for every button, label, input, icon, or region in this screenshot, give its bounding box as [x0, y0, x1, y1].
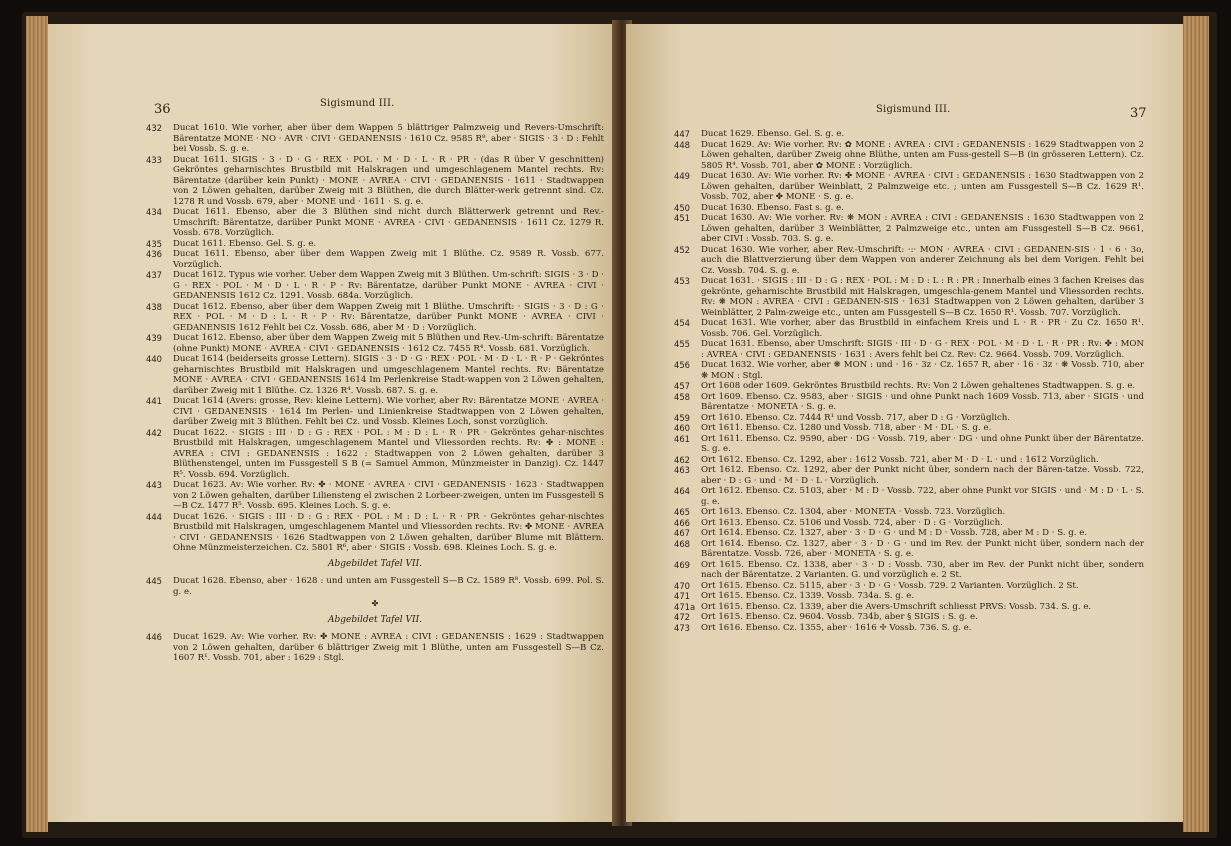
entry-number: 445	[146, 576, 162, 586]
entry-number: 458	[674, 391, 690, 402]
entry-text: Ort 1612. Ebenso. Cz. 1292, aber : 1612 Vossb. 721, aber M · D · L · und : 1612 Vorzüglich.	[701, 454, 1099, 465]
entry-number: 447	[674, 129, 690, 139]
catalog-entry	[674, 539, 1144, 560]
catalog-entry	[146, 155, 604, 208]
page-number: 37	[1130, 106, 1147, 121]
catalog-entry	[674, 591, 1144, 602]
entry-number: 444	[146, 511, 162, 522]
left-entries	[146, 123, 604, 664]
entry-number: 471	[674, 591, 690, 601]
entry-number: 468	[674, 538, 690, 549]
catalog-entry	[674, 465, 1144, 486]
entry-number: 448	[674, 139, 690, 150]
entry-number: 459	[674, 412, 690, 423]
catalog-entry	[674, 381, 1144, 392]
entry-number: 467	[674, 528, 690, 538]
entry-text: Ort 1615. Ebenso. Cz. 1338, aber · 3 · D : Vossb. 730, aber im Rev. der Punkt nicht über, sondern nach der Bärentatze. 2 Varianten. G. und vorzüglich e. 2 St.	[701, 559, 1144, 580]
catalog-entry	[674, 276, 1144, 318]
entry-number: 451	[674, 213, 690, 223]
entry-text: Ducat 1614 (Avers: grosse, Rev: kleine Lettern). Wie vorher, aber Rv: Bärentatze MONE · AVREA · CIVI · GEDANENSIS · 1614 Im Perlen- und Linienkreise Stadtwappen von 2 Löwen gehalten, darüber Zweig mit 3 Blüthen. Fehlt bei Cz. und Vossb. Kleines Loch, sonst vorzüglich.	[173, 396, 604, 427]
entry-text: Ort 1609. Ebenso. Cz. 9583, aber · SIGIS · und ohne Punkt nach 1609 Vossb. 713, aber · SIGIS · und Bärentatze · MONETA · S. g. e.	[701, 391, 1144, 412]
catalog-entry	[674, 602, 1144, 613]
entry-text: Ducat 1631. Ebenso, aber Umschrift: SIGIS · III · D · G · REX · POL · M · D · L · R · PR : Rv: ✤ : MON : AVREA · CIVI : GEDANENSIS · 1631 : Avers fehlt bei Cz. Rev: Cz. 9664. Vossb. 709. Vorzüglich.	[701, 339, 1144, 360]
entry-text: Ducat 1631. Wie vorher, aber das Brustbild in einfachem Kreis und L · R · PR · Zu Cz. 1650 R¹. Vossb. 706. Gel. Vorzüglich.	[701, 318, 1144, 339]
catalog-entry	[674, 612, 1144, 623]
entry-text: Ducat 1614 (beiderseits grosse Lettern). SIGIS · 3 · D · G · REX · POL · M · D · L · R · P · Gekröntes geharnischtes Brustbild mit Halskragen und umgeschlagenem Mantel rechts. Rv: Bärentatze MONE · AVREA · CIVI · GEDANENSIS 1614 Im Perlenkreise Stadt-wappen von 2 Löwen gehalten, darüber Zweig mit 1 Blüthe. Cz. 1326 R⁴. Vossb. 687. S. g. e.	[173, 354, 604, 396]
entry-text: Ort 1614. Ebenso. Cz. 1327, aber · 3 · D · G · und M : D · Vossb. 728, aber M : D · S. g. e.	[701, 528, 1088, 538]
catalog-entry	[146, 333, 604, 354]
entry-text: Ort 1615. Ebenso. Cz. 1339. Vossb. 734a. S. g. e.	[701, 591, 915, 601]
catalog-entry	[674, 413, 1144, 424]
entry-number: 438	[146, 301, 162, 312]
entry-text: Ducat 1630. Av: Wie vorher. Rv: ✤ MONE · AVREA · CIVI : GEDANENSIS : 1630 Stadtwappen von 2 Löwen gehalten, darüber Weinblatt, 2 Palmzweige etc. ; unten am Fussgestell S—B Cz. 1629 R¹. Vossb. 702, aber ✤ MONE · S. g. e.	[701, 171, 1144, 202]
catalog-entry	[146, 123, 604, 155]
entry-number: 435	[146, 238, 162, 249]
entry-text: Ducat 1612. Ebenso, aber über dem Wappen Zweig mit 5 Blüthen und Rev.-Um-schrift: Bärentatze (ohne Punkt) MONE · AVREA · CIVI · GEDANENSIS · 1612 Cz. 7455 R⁴. Vossb. 681. Vorzüglich.	[173, 333, 604, 354]
entry-number: 454	[674, 318, 690, 328]
entry-text: Ducat 1629. Av: Wie vorher. Rv: ✿ MONE : AVREA : CIVI : GEDANENSIS : 1629 Stadtwappen von 2 Löwen gehalten, darüber Zweig ohne Blüthe, unten am Fuss-gestell S—B (in grösseren Lettern). Cz. 5805 R⁴. Vossb. 701, aber ✿ MONE : Vorzüglich.	[701, 139, 1144, 171]
entry-text: Ort 1615. Ebenso. Cz. 1339, aber die Avers-Umschrift schliesst PRVS: Vossb. 734. S. g. e.	[701, 601, 1092, 612]
right-page	[626, 24, 1183, 822]
catalog-entry	[674, 486, 1144, 507]
running-head: Sigismund III.	[320, 98, 395, 109]
entry-number: 443	[146, 480, 162, 490]
catalog-entry	[146, 512, 604, 554]
entry-text: Ort 1611. Ebenso. Cz. 1280 und Vossb. 718, aber · M · DL · S. g. e.	[701, 423, 992, 433]
entry-number: 453	[674, 276, 690, 286]
right-entries	[674, 129, 1144, 633]
catalog-entry	[674, 318, 1144, 339]
entry-number: 452	[674, 244, 690, 255]
entry-number: 462	[674, 454, 690, 465]
entry-text: Ort 1615. Ebenso. Cz. 9604. Vossb. 734b, aber § SIGIS : S. g. e.	[701, 612, 978, 622]
entry-text: Ort 1616. Ebenso. Cz. 1355, aber · 1616 ✢ Vossb. 736. S. g. e.	[701, 622, 972, 633]
entry-text: Ducat 1630. Wie vorher, aber Rev.-Umschrift: ·:· MON · AVREA · CIVI : GEDANEN-SIS · 1 · 6 · 3o, auch die Blattverzierung über dem Wappen von anderer Zeichnung als bei dem Vorigen. Fehlt bei Cz. Vossb. 704. S. g. e.	[701, 244, 1144, 276]
entry-text: Ducat 1611. Ebenso. Gel. S. g. e.	[173, 238, 317, 249]
entry-text: Ducat 1611. Ebenso, aber die 3 Blüthen sind nicht durch Blätterwerk getrennt und Rev.-Umschrift: Bärentatze, darüber Punkt MONE · AVREA · CIVI · GEDANENSIS · 1611 Cz. 1279 R. Vossb. 678. Vorzüglich.	[173, 207, 604, 238]
catalog-entry	[146, 354, 604, 396]
catalog-entry	[146, 396, 604, 428]
page-edges-left	[26, 16, 48, 832]
catalog-entry	[674, 455, 1144, 466]
catalog-entry	[674, 203, 1144, 214]
catalog-entry	[674, 528, 1144, 539]
catalog-entry	[674, 171, 1144, 203]
catalog-entry	[674, 339, 1144, 360]
catalog-entry	[146, 576, 604, 597]
entry-number: 473	[674, 622, 690, 633]
entry-text: Ducat 1630. Ebenso. Fast s. g. e.	[701, 202, 844, 213]
entry-number: 470	[674, 580, 690, 591]
entry-text: Ducat 1629. Ebenso. Gel. S. g. e.	[701, 129, 845, 139]
entry-text: Ort 1608 oder 1609. Gekröntes Brustbild rechts. Rv: Von 2 Löwen gehaltenes Stadtwappen. S. g. e.	[701, 381, 1136, 391]
entry-text: Ducat 1632. Wie vorher, aber ❋ MON : und · 16 · 3z · Cz. 1657 R, aber · 16 · 3z · ❋ Vossb. 710, aber ❋ MON : Stgl.	[701, 360, 1144, 381]
entry-text: Ducat 1622. · SIGIS : III · D : G : REX · POL : M : D : L · R · PR · Gekröntes gehar-nischtes Brustbild mit Halskragen, umgeschlagenem Mantel und Vliessorden rechts. Rv: ✤ : MONE : AVREA : CIVI : GEDANENSIS : 1622 : Stadtwappen von 2 Löwen gehalten, darüber 3 Blüthenstengel, unten im Fussgestell S B (= Samuel Ammon, Münzmeister in Danzig). Cz. 1447 R⁵. Vossb. 694. Vorzüglich.	[173, 427, 604, 480]
entry-number: 446	[146, 632, 162, 642]
entry-number: 455	[674, 339, 690, 349]
catalog-entry	[674, 560, 1144, 581]
entry-text: Ort 1614. Ebenso. Cz. 1327, aber · 3 · D · G · und im Rev. der Punkt nicht über, sondern nach der Bärentatze. Vossb. 726, aber · MONETA · S. g. e.	[701, 538, 1144, 559]
entry-number: 432	[146, 123, 162, 133]
catalog-entry	[146, 249, 604, 270]
catalog-entry	[146, 239, 604, 250]
running-head: Sigismund III.	[876, 104, 951, 115]
catalog-entry	[674, 518, 1144, 529]
entry-number: 434	[146, 207, 162, 217]
entry-number: 465	[674, 507, 690, 517]
catalog-entry	[674, 507, 1144, 518]
entry-number: 450	[674, 202, 690, 213]
entry-text: Ducat 1626. · SIGIS : III · D : G : REX · POL : M : D : L · R · PR · Gekröntes gehar-nischtes Brustbild mit Halskragen, umgeschlagenem Mantel und Vliessorden rechts. Rv: ✤ MONE · AVREA · CIVI · GEDANENSIS · 1626 Stadtwappen von 2 Löwen gehalten, darüber Blume mit Blättern. Ohne Münzmeisterzeichen. Cz. 5801 R⁶, aber · SIGIS : Vossb. 698. Kleines Loch. S. g. e.	[173, 511, 604, 553]
catalog-entry	[674, 129, 1144, 140]
catalog-entry	[146, 632, 604, 664]
entry-number: 471a	[674, 601, 696, 612]
page-number: 36	[154, 102, 171, 117]
entry-text: Ducat 1623. Av: Wie vorher. Rv: ✤ · MONE · AVREA · CIVI · GEDANENSIS · 1623 · Stadtwappen von 2 Löwen gehalten, darüber Liliensteng el zwischen 2 Lorbeer-zweigen, unten im Fussgestell S—B Cz. 1477 R⁵. Vossb. 695. Kleines Loch. S. g. e.	[173, 480, 604, 511]
entry-number: 456	[674, 360, 690, 370]
entry-number: 464	[674, 486, 690, 496]
catalog-entry	[674, 581, 1144, 592]
entry-number: 469	[674, 559, 690, 570]
entry-text: Ducat 1611. SIGIS · 3 · D · G · REX · POL · M · D · L · R · PR · (das R über V geschnitten) Gekröntes geharnischtes Brustbild mit Halskragen und umgeschlagenem Mantel rechts. Rv: Bärentatze (darüber kein Punkt) · MONE · AVREA · CIVI · GEDANENSIS · 1611 · Stadtwappen von 2 Löwen gehalten, darüber Zweig mit 3 Blüthen, die durch Blätter-werk getrennt sind. Cz. 1278 R und Vossb. 679, aber · MONE und · 1611 · S. g. e.	[173, 154, 604, 207]
entry-number: 436	[146, 249, 162, 259]
entry-text: Ort 1612. Ebenso. Cz. 5103, aber · M : D · Vossb. 722, aber ohne Punkt vor SIGIS · und · M : D · L · S. g. e.	[701, 486, 1144, 507]
entry-text: Ort 1613. Ebenso. Cz. 1304, aber · MONETA · Vossb. 723. Vorzüglich.	[701, 507, 1006, 517]
catalog-entry	[146, 207, 604, 239]
entry-number: 439	[146, 333, 162, 343]
entry-text: Ducat 1612. Ebenso, aber über dem Wappen Zweig mit 1 Blüthe. Umschrift: · SIGIS · 3 · D : G · REX · POL · M · D : L · R · P · Rv: Bärentatze, darüber Punkt MONE · AVREA · CIVI · GEDANENSIS 1612 Fehlt bei Cz. Vossb. 686, aber M · D : Vorzüglich.	[173, 301, 604, 333]
entry-number: 440	[146, 354, 162, 364]
entry-number: 433	[146, 154, 162, 165]
catalog-entry	[674, 623, 1144, 634]
plate-caption: Abgebildet Tafel VII.	[328, 558, 422, 569]
entry-number: 441	[146, 396, 162, 406]
plate-caption: Abgebildet Tafel VII.	[328, 614, 422, 625]
entry-number: 460	[674, 423, 690, 433]
catalog-entry	[146, 302, 604, 334]
entry-text: Ducat 1631. · SIGIS : III · D : G : REX · POL : M : D : L : R : PR : Innerhalb eines 3 fachen Kreises das gekrönte, geharnischte Brustbild mit Halskragen, umgeschla-genem Mantel und Vliessorden rechts. Rv: ❋ MON : AVREA · CIVI : GEDANEN-SIS · 1631 Stadtwappen von 2 Löwen gehalten, darüber 3 Weinblätter, 2 Palm-zweige etc., unten am Fussgestell S—B Cz. 1650 R¹. Vossb. 707. Vorzüglich.	[701, 276, 1144, 318]
entry-text: Ducat 1611. Ebenso, aber über dem Wappen Zweig mit 1 Blüthe. Cz. 9589 R. Vossb. 677. Vorzüglich.	[173, 249, 604, 270]
entry-text: Ducat 1610. Wie vorher, aber über dem Wappen 5 blättriger Palmzweig und Revers-Umschrift: Bärentatze MONE · NO · AVR · CIVI · GEDANENSIS · 1610 Cz. 9585 R⁸, aber · SIGIS · 3 · D : Fehlt bei Vossb. S. g. e.	[173, 123, 604, 154]
entry-text: Ort 1613. Ebenso. Cz. 5106 und Vossb. 724, aber · D : G · Vorzüglich.	[701, 517, 1003, 528]
entry-number: 442	[146, 427, 162, 438]
entry-number: 437	[146, 270, 162, 280]
catalog-entry	[674, 360, 1144, 381]
page-edges-right	[1183, 16, 1209, 832]
catalog-entry	[146, 270, 604, 302]
entry-number: 457	[674, 381, 690, 391]
entry-number: 466	[674, 517, 690, 528]
entry-text: Ducat 1612. Typus wie vorher. Ueber dem Wappen Zweig mit 3 Blüthen. Um-schrift: SIGIS · 3 · D · G · REX · POL · M · D · L · R · P · Rv: Bärentatze, darüber Punkt MONE · AVREA · CIVI · GEDANENSIS 1612 Cz. 1291. Vossb. 684a. Vorzüglich.	[173, 270, 604, 301]
entry-text: Ort 1611. Ebenso. Cz. 9590, aber · DG · Vossb. 719, aber · DG · und ohne Punkt über der Bärentatze. S. g. e.	[701, 433, 1144, 454]
entry-text: Ort 1612. Ebenso. Cz. 1292, aber der Punkt nicht über, sondern nach der Bären-tatze. Vossb. 722, aber · D : G · und · M · D · L · Vorzüglich.	[701, 465, 1144, 486]
entry-text: Ducat 1630. Av: Wie vorher. Rv: ❋ MON : AVREA : CIVI : GEDANENSIS : 1630 Stadtwappen von 2 Löwen gehalten, darüber 3 Weinblätter, 2 Palmzweige etc., unten am Fussgestell S—B Cz. 9661, aber CIVI : Vossb. 703. S. g. e.	[701, 213, 1144, 244]
catalog-entry	[674, 392, 1144, 413]
entry-text: Ort 1610. Ebenso. Cz. 7444 R¹ und Vossb. 717, aber D : G · Vorzüglich.	[701, 412, 1011, 423]
entry-text: Ort 1615. Ebenso. Cz. 5115, aber · 3 · D · G · Vossb. 729. 2 Varianten. Vorzüglich. 2 St.	[701, 580, 1079, 591]
entry-number: 472	[674, 612, 690, 622]
entry-text: Ducat 1628. Ebenso, aber · 1628 : und unten am Fussgestell S—B Cz. 1589 R⁸. Vossb. 699. Pol. S. g. e.	[173, 576, 604, 597]
ornament: ✤	[371, 599, 379, 608]
entry-number: 463	[674, 465, 690, 475]
entry-number: 449	[674, 171, 690, 181]
catalog-entry	[674, 423, 1144, 434]
catalog-entry	[146, 480, 604, 512]
entry-number: 461	[674, 433, 690, 444]
catalog-entry	[674, 434, 1144, 455]
catalog-entry	[674, 140, 1144, 172]
catalog-entry	[146, 428, 604, 481]
left-page	[48, 24, 618, 822]
catalog-entry	[674, 245, 1144, 277]
catalog-entry	[674, 213, 1144, 245]
entry-text: Ducat 1629. Av: Wie vorher. Rv: ✤ MONE : AVREA : CIVI : GEDANENSIS : 1629 : Stadtwappen von 2 Löwen gehalten, darüber 6 blättriger Zweig mit 1 Blüthe, unten am Fussgestell S—B Cz. 1607 R¹. Vossb. 701, aber : 1629 : Stgl.	[173, 632, 604, 663]
